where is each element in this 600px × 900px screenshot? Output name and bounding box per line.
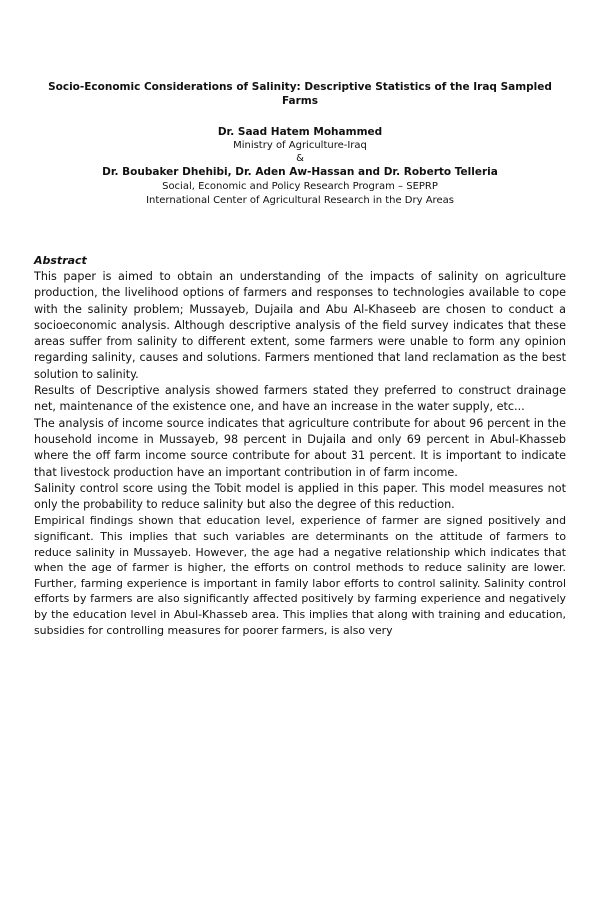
abstract-section	[34, 253, 566, 638]
coauthor-affiliation-line-2: International Center of Agricultural Research in the Dry Areas	[146, 195, 454, 206]
author-separator: &	[296, 153, 304, 164]
paper-header	[40, 80, 560, 208]
abstract-paragraph: Results of Descriptive analysis showed farmers stated they preferred to construct drainage net, maintenance of the existence one, and have an increase in the water supply, etc...	[34, 384, 566, 414]
first-author: Dr. Saad Hatem Mohammed	[217, 126, 383, 138]
first-author-affiliation: Ministry of Agriculture-Iraq	[233, 140, 367, 151]
paper-title: Socio-Economic Considerations of Salinity: Descriptive Statistics of the Iraq Sampled Farms	[48, 81, 552, 107]
coauthors: Dr. Boubaker Dhehibi, Dr. Aden Aw-Hassan and Dr. Roberto Telleria	[102, 166, 498, 178]
abstract-paragraph: The analysis of income source indicates that agriculture contribute for about 96 percent in the household income in Mussayeb, 98 percent in Dujaila and only 69 percent in Abul-Khasseb where the off farm income source contribute for about 31 percent. It is important to indicate that livestock production have an important contribution in of farm income.	[34, 416, 566, 479]
coauthor-affiliation-line-1: Social, Economic and Policy Research Program – SEPRP	[162, 181, 438, 192]
abstract-paragraph: This paper is aimed to obtain an understanding of the impacts of salinity on agriculture production, the livelihood options of farmers and responses to technologies available to cope with the salinity problem; Mussayeb, Dujaila and Abu Al-Khaseeb are chosen to conduct a socioeconomic analysis. Although descriptive analysis of the field survey indicates that these areas suffer from salinity to different extent, some farmers were unable to form any opinion regarding salinity, causes and solutions. Farmers mentioned that land reclamation as the best solution to salinity.	[34, 270, 566, 381]
abstract-paragraph: Salinity control score using the Tobit model is applied in this paper. This model measures not only the probability to reduce salinity but also the degree of this reduction.	[34, 481, 566, 512]
abstract-heading: Abstract	[34, 254, 87, 267]
abstract-paragraph: Empirical findings shown that education level, experience of farmer are signed positively and significant. This implies that such variables are determinants on the attitude of farmers to reduce salinity in Mussayeb. However, the age had a negative relationship which indicates that when the age of farmer is higher, the efforts on control methods to reduce salinity are lower. Further, farming experience is important in family labor efforts to control salinity. Salinity control efforts by farmers are also significantly affected positively by farming experience and negatively by the education level in Abul-Khasseb area. This implies that along with training and education, subsidies for controlling measures for poorer farmers, is also very	[34, 514, 566, 637]
